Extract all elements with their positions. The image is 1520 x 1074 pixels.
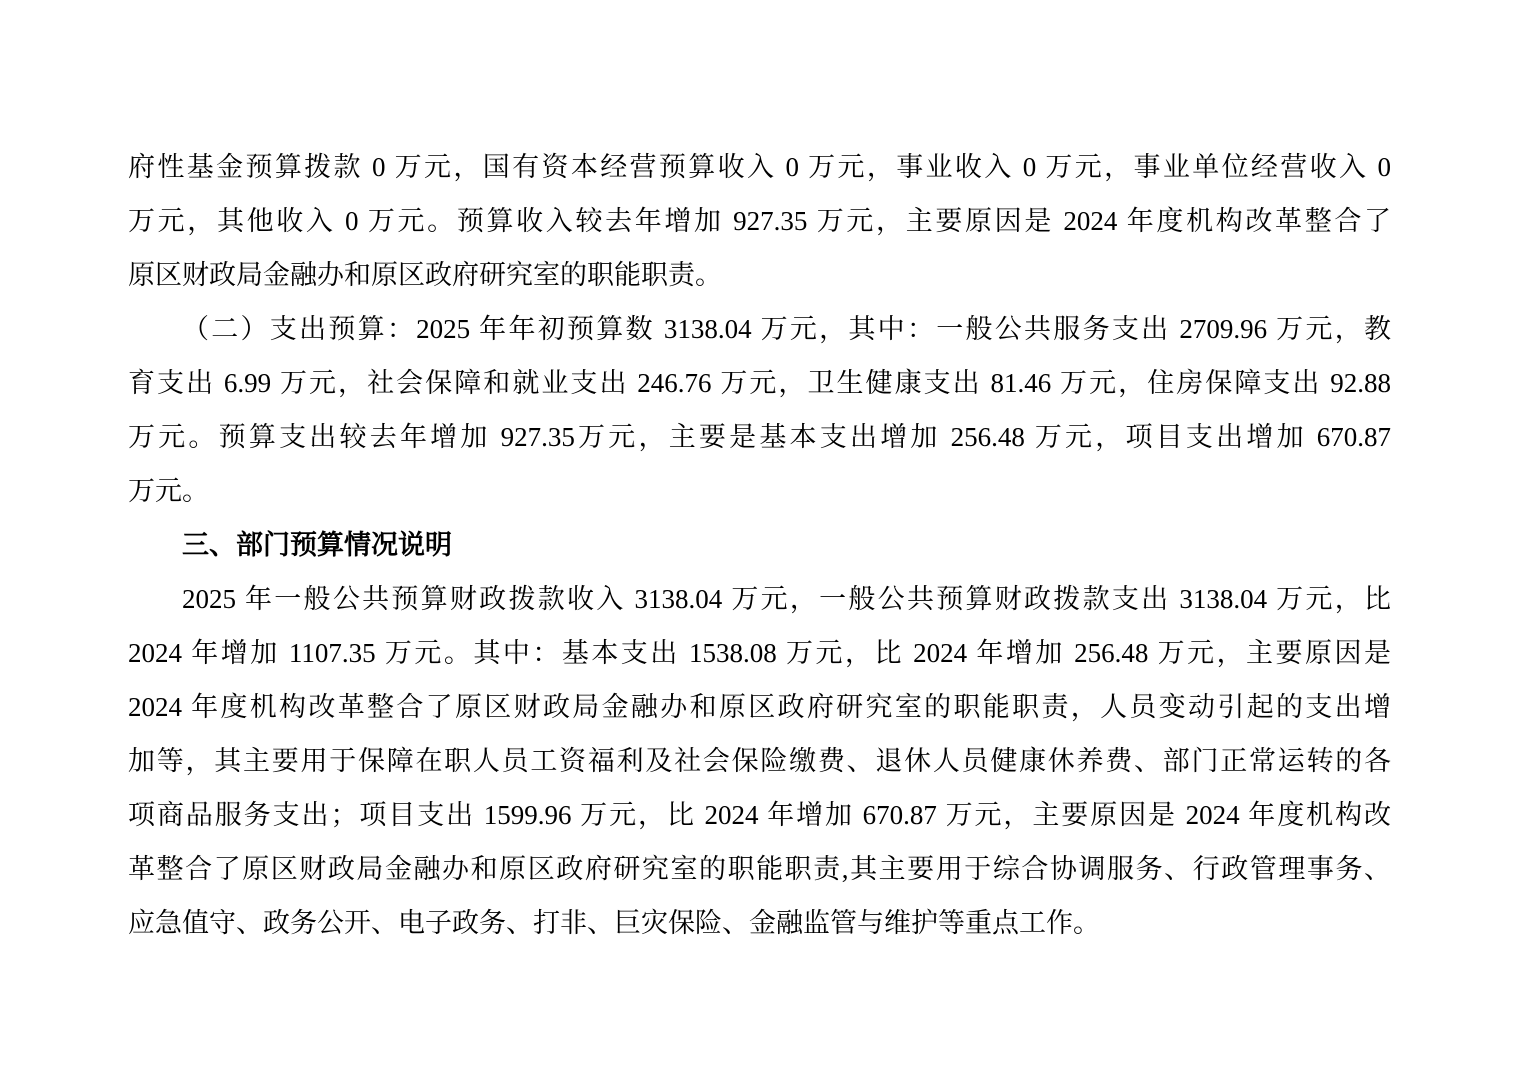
text-line: 府性基金预算拨款 0 万元，国有资本经营预算收入 0 万元，事业收入 0 万元，事业单位经营收入 0 xyxy=(128,152,1391,182)
section-heading: 三、部门预算情况说明 xyxy=(182,530,452,560)
text-line: 项商品服务支出；项目支出 1599.96 万元，比 2024 年增加 670.87 万元，主要原因是 2024 年度机构改 xyxy=(128,800,1391,830)
text-line: 万元。预算支出较去年增加 927.35万元，主要是基本支出增加 256.48 万元，项目支出增加 670.87 xyxy=(128,422,1391,452)
text-line: 万元，其他收入 0 万元。预算收入较去年增加 927.35 万元，主要原因是 2024 年度机构改革整合了 xyxy=(128,206,1391,236)
text-line: 原区财政局金融办和原区政府研究室的职能职责。 xyxy=(128,260,722,290)
text-line: 革整合了原区财政局金融办和原区政府研究室的职能职责,其主要用于综合协调服务、行政管理事务、 xyxy=(128,854,1391,884)
text-block xyxy=(128,140,1391,950)
text-line: 加等，其主要用于保障在职人员工资福利及社会保险缴费、退休人员健康休养费、部门正常运转的各 xyxy=(128,746,1391,776)
text-line: 2024 年度机构改革整合了原区财政局金融办和原区政府研究室的职能职责，人员变动引起的支出增 xyxy=(128,692,1391,722)
text-line: 应急值守、政务公开、电子政务、打非、巨灾保险、金融监管与维护等重点工作。 xyxy=(128,908,1100,938)
text-line: 万元。 xyxy=(128,476,209,506)
text-line: （二）支出预算：2025 年年初预算数 3138.04 万元，其中：一般公共服务支出 2709.96 万元，教 xyxy=(182,314,1391,344)
text-line: 2024 年增加 1107.35 万元。其中：基本支出 1538.08 万元，比 2024 年增加 256.48 万元，主要原因是 xyxy=(128,638,1391,668)
text-line: 2025 年一般公共预算财政拨款收入 3138.04 万元，一般公共预算财政拨款支出 3138.04 万元，比 xyxy=(182,584,1391,614)
text-line: 育支出 6.99 万元，社会保障和就业支出 246.76 万元，卫生健康支出 81.46 万元，住房保障支出 92.88 xyxy=(128,368,1391,398)
